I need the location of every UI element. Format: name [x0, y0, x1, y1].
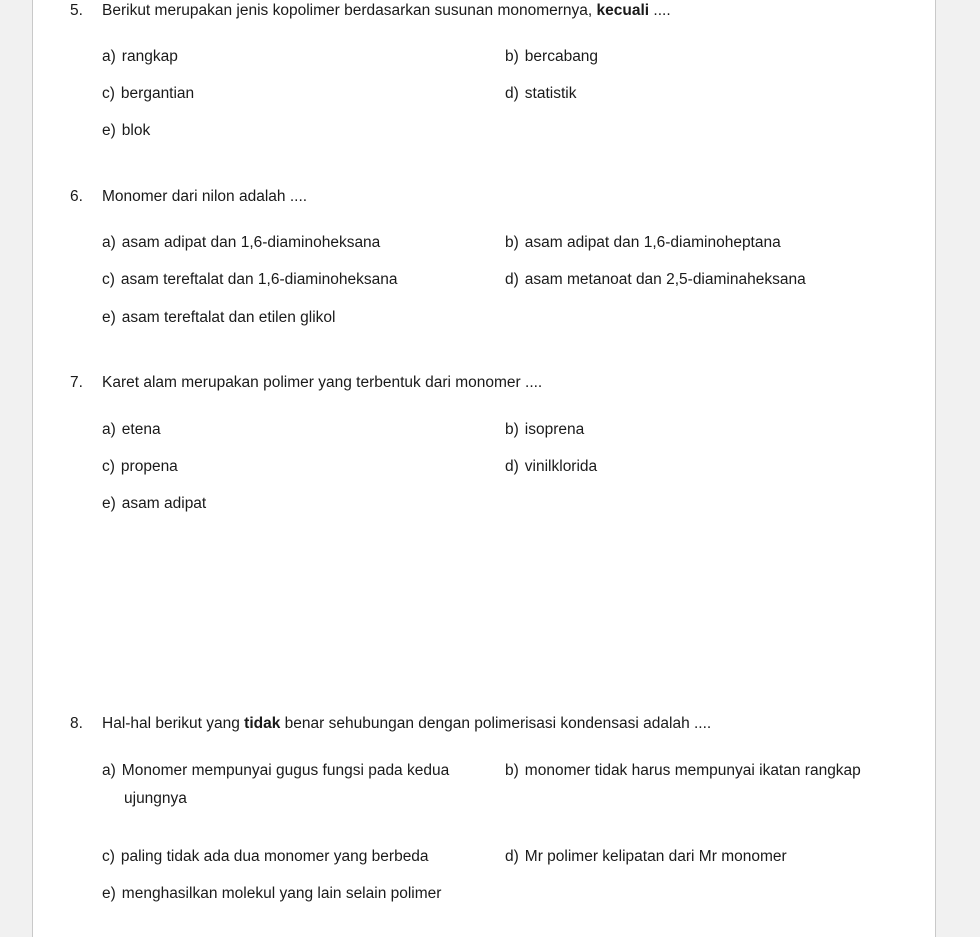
option-a[interactable]: a) etena	[102, 421, 161, 438]
option-e[interactable]: e) blok	[102, 122, 151, 139]
option-c[interactable]: c) propena	[102, 458, 178, 475]
question-stem: Karet alam merupakan polimer yang terbentuk dari monomer ....	[102, 374, 543, 391]
option-c[interactable]: c) bergantian	[102, 85, 195, 102]
option-e[interactable]: e) asam adipat	[102, 495, 207, 512]
question-number: 5.	[70, 2, 83, 19]
option-a[interactable]: a) asam adipat dan 1,6-diaminoheksana	[102, 234, 381, 251]
question-stem: Berikut merupakan jenis kopolimer berdasarkan susunan monomernya, kecuali ....	[102, 2, 671, 19]
question-stem: Monomer dari nilon adalah ....	[102, 188, 308, 205]
option-a[interactable]: a) Monomer mempunyai gugus fungsi pada kedua ujungnya	[102, 762, 450, 807]
option-c[interactable]: c) asam tereftalat dan 1,6-diaminoheksana	[102, 271, 398, 288]
option-d[interactable]: d) asam metanoat dan 2,5-diaminaheksana	[505, 271, 806, 288]
option-d[interactable]: d) statistik	[505, 85, 577, 102]
option-d[interactable]: d) vinilklorida	[505, 458, 598, 475]
option-e[interactable]: e) menghasilkan molekul yang lain selain polimer	[102, 885, 442, 902]
emphasis-word: tidak	[244, 715, 281, 732]
question-number: 6.	[70, 188, 83, 205]
question-number: 7.	[70, 374, 83, 391]
question-number: 8.	[70, 715, 83, 732]
option-d[interactable]: d) Mr polimer kelipatan dari Mr monomer	[505, 848, 787, 865]
option-b[interactable]: b) monomer tidak harus mempunyai ikatan rangkap	[505, 762, 861, 779]
option-a[interactable]: a) rangkap	[102, 48, 178, 65]
option-e[interactable]: e) asam tereftalat dan etilen glikol	[102, 309, 336, 326]
option-b[interactable]: b) asam adipat dan 1,6-diaminoheptana	[505, 234, 781, 251]
option-c[interactable]: c) paling tidak ada dua monomer yang berbeda	[102, 848, 429, 865]
option-b[interactable]: b) bercabang	[505, 48, 599, 65]
question-stem: Hal-hal berikut yang tidak benar sehubungan dengan polimerisasi kondensasi adalah ....	[102, 715, 712, 732]
emphasis-word: kecuali	[596, 2, 650, 19]
option-b[interactable]: b) isoprena	[505, 421, 585, 438]
document-page	[32, 0, 936, 937]
